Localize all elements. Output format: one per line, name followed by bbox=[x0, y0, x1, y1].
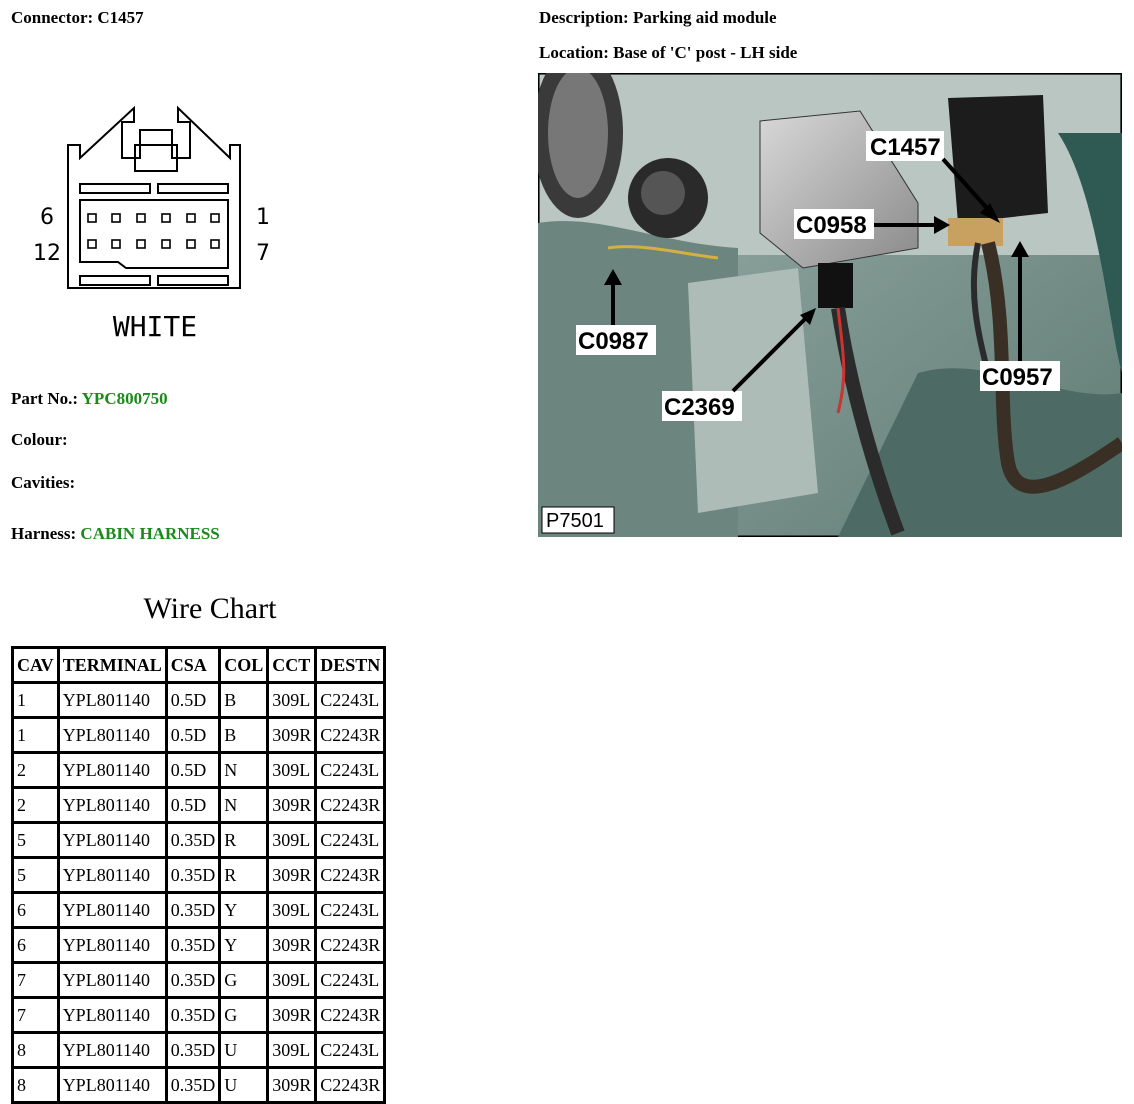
table-cell: C2243R bbox=[317, 929, 383, 961]
table-cell: 309R bbox=[269, 789, 314, 821]
callout-c2369: C2369 bbox=[664, 394, 735, 421]
location-photo bbox=[538, 73, 1122, 537]
wire-chart-body bbox=[14, 684, 383, 1101]
table-cell: YPL801140 bbox=[60, 894, 165, 926]
table-cell: 309L bbox=[269, 894, 314, 926]
table-cell: Y bbox=[221, 894, 266, 926]
callout-c0957: C0957 bbox=[982, 364, 1053, 391]
table-row bbox=[14, 684, 383, 716]
table-cell: 0.35D bbox=[168, 929, 219, 961]
table-cell: 6 bbox=[14, 929, 57, 961]
table-cell: B bbox=[221, 719, 266, 751]
table-cell: C2243L bbox=[317, 754, 383, 786]
column-header: DESTN bbox=[317, 649, 383, 681]
photo-reference: P7501 bbox=[546, 510, 604, 532]
table-cell: G bbox=[221, 999, 266, 1031]
table-cell: YPL801140 bbox=[60, 789, 165, 821]
pin-1-label: 1 bbox=[256, 205, 270, 230]
table-cell: C2243R bbox=[317, 1069, 383, 1101]
column-header: COL bbox=[221, 649, 266, 681]
pin-7-label: 7 bbox=[256, 241, 270, 266]
table-cell: 0.5D bbox=[168, 719, 219, 751]
table-cell: 0.35D bbox=[168, 964, 219, 996]
column-header: CAV bbox=[14, 649, 57, 681]
table-row bbox=[14, 1069, 383, 1101]
table-cell: C2243R bbox=[317, 719, 383, 751]
part-number-label: Part No.: bbox=[11, 389, 79, 408]
location-value: Base of 'C' post - LH side bbox=[613, 43, 798, 62]
pin-12-label: 12 bbox=[33, 241, 61, 266]
callout-c0987: C0987 bbox=[578, 328, 649, 355]
harness-label: Harness: bbox=[11, 524, 77, 543]
table-row bbox=[14, 754, 383, 786]
table-cell: N bbox=[221, 789, 266, 821]
table-cell: U bbox=[221, 1034, 266, 1066]
column-header: CSA bbox=[168, 649, 219, 681]
table-cell: 309L bbox=[269, 684, 314, 716]
table-cell: C2243L bbox=[317, 964, 383, 996]
table-cell: R bbox=[221, 824, 266, 856]
table-cell: 309R bbox=[269, 1069, 314, 1101]
connector-title: Connector: C1457 bbox=[11, 8, 144, 27]
connector-pinout-diagram bbox=[30, 100, 290, 350]
table-row bbox=[14, 859, 383, 891]
table-cell: 5 bbox=[14, 824, 57, 856]
table-row bbox=[14, 964, 383, 996]
table-cell: R bbox=[221, 859, 266, 891]
table-cell: 0.35D bbox=[168, 999, 219, 1031]
table-cell: N bbox=[221, 754, 266, 786]
table-cell: 309L bbox=[269, 824, 314, 856]
description-value: Parking aid module bbox=[632, 8, 777, 27]
description bbox=[539, 8, 777, 28]
table-cell: G bbox=[221, 964, 266, 996]
table-cell: 0.35D bbox=[168, 1034, 219, 1066]
table-cell: C2243L bbox=[317, 1034, 383, 1066]
table-cell: YPL801140 bbox=[60, 999, 165, 1031]
pin-6-label: 6 bbox=[40, 205, 54, 230]
table-cell: 309R bbox=[269, 929, 314, 961]
table-cell: 309R bbox=[269, 719, 314, 751]
table-cell: C2243L bbox=[317, 684, 383, 716]
table-cell: 309R bbox=[269, 999, 314, 1031]
callout-c1457: C1457 bbox=[870, 134, 941, 161]
table-cell: YPL801140 bbox=[60, 859, 165, 891]
table-header-row bbox=[14, 649, 383, 681]
table-cell: 5 bbox=[14, 859, 57, 891]
table-row bbox=[14, 894, 383, 926]
table-cell: 1 bbox=[14, 684, 57, 716]
table-cell: YPL801140 bbox=[60, 719, 165, 751]
table-cell: 7 bbox=[14, 964, 57, 996]
location bbox=[539, 43, 797, 63]
cavities-label: Cavities: bbox=[11, 473, 76, 492]
table-cell: YPL801140 bbox=[60, 754, 165, 786]
table-cell: 8 bbox=[14, 1069, 57, 1101]
connector-colour-text: WHITE bbox=[112, 310, 198, 343]
column-header: TERMINAL bbox=[60, 649, 165, 681]
table-cell: 0.35D bbox=[168, 824, 219, 856]
table-cell: YPL801140 bbox=[60, 1034, 165, 1066]
table-cell: 0.35D bbox=[168, 1069, 219, 1101]
table-cell: YPL801140 bbox=[60, 824, 165, 856]
table-cell: YPL801140 bbox=[60, 964, 165, 996]
column-header: CCT bbox=[269, 649, 314, 681]
table-cell: 6 bbox=[14, 894, 57, 926]
table-row bbox=[14, 1034, 383, 1066]
table-row bbox=[14, 999, 383, 1031]
table-cell: 2 bbox=[14, 789, 57, 821]
table-row bbox=[14, 929, 383, 961]
table-cell: 0.5D bbox=[168, 684, 219, 716]
table-cell: C2243R bbox=[317, 999, 383, 1031]
table-cell: C2243R bbox=[317, 859, 383, 891]
table-cell: YPL801140 bbox=[60, 1069, 165, 1101]
table-cell: YPL801140 bbox=[60, 929, 165, 961]
table-cell: Y bbox=[221, 929, 266, 961]
table-cell: C2243L bbox=[317, 894, 383, 926]
part-number bbox=[11, 389, 168, 409]
part-number-value: YPC800750 bbox=[81, 389, 168, 408]
table-cell: 0.5D bbox=[168, 754, 219, 786]
table-cell: 309L bbox=[269, 1034, 314, 1066]
callout-c0958: C0958 bbox=[796, 212, 867, 239]
table-cell: 8 bbox=[14, 1034, 57, 1066]
table-cell: C2243R bbox=[317, 789, 383, 821]
table-cell: 1 bbox=[14, 719, 57, 751]
table-cell: 7 bbox=[14, 999, 57, 1031]
table-cell: 0.5D bbox=[168, 789, 219, 821]
table-cell: 2 bbox=[14, 754, 57, 786]
table-cell: 309L bbox=[269, 964, 314, 996]
harness-value: CABIN HARNESS bbox=[80, 524, 220, 543]
colour-label: Colour: bbox=[11, 430, 68, 449]
table-cell: U bbox=[221, 1069, 266, 1101]
harness bbox=[11, 524, 220, 544]
location-label: Location: bbox=[539, 43, 609, 62]
table-cell: YPL801140 bbox=[60, 684, 165, 716]
wire-chart-title: Wire Chart bbox=[143, 592, 277, 625]
table-cell: B bbox=[221, 684, 266, 716]
table-cell: 309R bbox=[269, 859, 314, 891]
description-label: Description: bbox=[539, 8, 629, 27]
table-cell: C2243L bbox=[317, 824, 383, 856]
wire-chart-table bbox=[11, 646, 386, 1104]
table-cell: 309L bbox=[269, 754, 314, 786]
table-row bbox=[14, 824, 383, 856]
table-cell: 0.35D bbox=[168, 859, 219, 891]
table-row bbox=[14, 789, 383, 821]
table-cell: 0.35D bbox=[168, 894, 219, 926]
table-row bbox=[14, 719, 383, 751]
